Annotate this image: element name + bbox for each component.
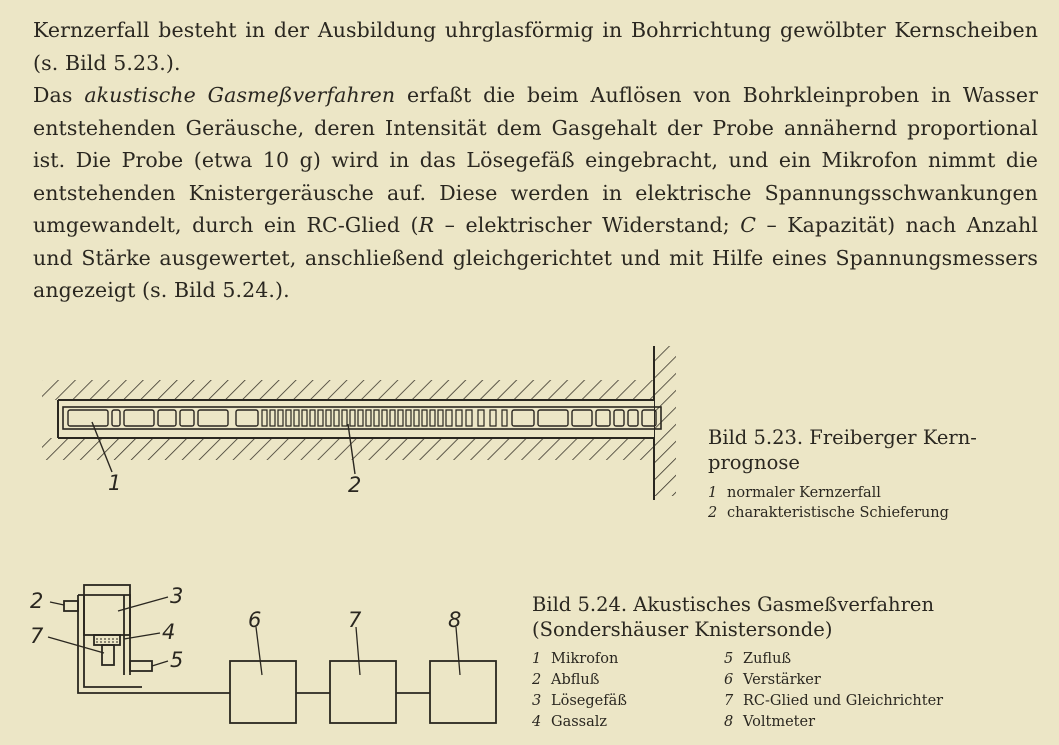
fig524-label-3: 3 [170, 584, 184, 608]
legend-number: 2 [708, 505, 718, 521]
legend-item [532, 670, 724, 691]
p2-mid: – elektrischer Widerstand; [434, 213, 741, 237]
abfluss-tube [64, 601, 78, 611]
legend-item [532, 712, 724, 733]
fig523-label-1: 1 [108, 471, 122, 495]
rock-hatch-top [42, 380, 654, 400]
legend-text: normaler Kernzerfall [727, 485, 881, 501]
fig524-label-7-left: 7 [30, 624, 44, 648]
legend-number: 1 [532, 651, 542, 667]
legend-number: 1 [708, 485, 718, 501]
paragraph-kernzerfall: Kernzerfall besteht in der Ausbildung uhrglasförmig in Bohrrichtung gewölbter Kernscheiben (s. Bild 5.23.). [33, 18, 1038, 75]
box-rc-glied [330, 661, 396, 723]
rock-hatch-face [654, 346, 676, 496]
gassalz-dots [96, 639, 118, 642]
figure-5-23-caption [708, 425, 977, 475]
fig523-label-2: 2 [348, 473, 362, 497]
legend-number: 4 [532, 714, 542, 730]
legend-number: 7 [724, 693, 734, 709]
figure-5-24-drawing [20, 575, 520, 740]
fig524-label-5: 5 [170, 648, 184, 672]
fig524-caption-line1: Bild 5.24. Akustisches Gasmeßverfahren [532, 593, 935, 616]
legend-item [708, 503, 949, 523]
legend-number: 6 [724, 672, 734, 688]
legend-text: Gassalz [551, 714, 608, 730]
term-akustisches-gasmessverfahren: akustische Gasmeßverfahren [84, 83, 396, 107]
p2-end: – Kapazität) nach Anzahl und Stärke ausgewertet, anschließend gleichgerichtet und mit Hilfe eines Spannungsmessers angezeigt (s. Bild 5.24.). [33, 213, 1038, 302]
legend-text: charakteristische Schieferung [727, 505, 949, 521]
legend-item [724, 712, 1004, 733]
mikrofon [102, 645, 114, 665]
legend-item [532, 649, 724, 670]
fig524-label-8: 8 [448, 608, 462, 632]
fig523-caption-line2: prognose [708, 451, 800, 474]
box-verstaerker [230, 661, 296, 723]
outer-vessel [78, 595, 212, 693]
legend-number: 3 [532, 693, 542, 709]
rock-hatch-bottom [42, 438, 654, 460]
paragraph-gasmessverfahren [33, 79, 1038, 307]
legend-text: RC-Glied und Gleichrichter [743, 693, 944, 709]
figure-5-23-legend [708, 483, 949, 523]
legend-number: 8 [724, 714, 734, 730]
box-voltmeter [430, 661, 496, 723]
p2-after: erfaßt die beim Auflösen von Bohrkleinproben in Wasser entstehenden Geräusche, deren Intensität dem Gasgehalt der Probe annähernd proportional ist. Die Probe (etwa 10 g) wird in das Lösegefäß eingebracht, und ein Mikrofon nimmt die entstehenden Knistergeräusche auf. Diese werden in elektrische Spannungsschwankungen umgewandelt, durch ein RC-Glied ( [33, 83, 1038, 237]
gassalz [94, 635, 120, 645]
legend-text: Abfluß [551, 672, 600, 688]
body-text [33, 14, 1038, 307]
legend-text: Zufluß [743, 651, 792, 667]
legend-text: Verstärker [743, 672, 821, 688]
figure-5-24-legend [532, 649, 1004, 733]
legend-text: Mikrofon [551, 651, 619, 667]
legend-item [724, 670, 1004, 691]
figure-5-24-caption [532, 592, 934, 642]
fig523-caption-line1: Bild 5.23. Freiberger Kern- [708, 426, 977, 449]
fig524-label-6: 6 [248, 608, 262, 632]
legend-number: 2 [532, 672, 542, 688]
legend-text: Voltmeter [743, 714, 816, 730]
legend-text: Lösegefäß [551, 693, 627, 709]
fig524-label-7: 7 [348, 608, 362, 632]
legend-item [532, 691, 724, 712]
legend-number: 5 [724, 651, 734, 667]
fig524-label-2: 2 [30, 589, 44, 613]
fig524-label-4: 4 [162, 620, 176, 644]
symbol-c: C [740, 213, 756, 237]
fig524-caption-line2: (Sondershäuser Knistersonde) [532, 618, 833, 641]
figure-5-23-drawing [30, 340, 680, 510]
legend-item [724, 649, 1004, 670]
legend-item [724, 691, 1004, 712]
symbol-r: R [418, 213, 435, 237]
legend-item [708, 483, 949, 503]
p2-before: Das [33, 83, 85, 107]
zufluss-tube [130, 661, 152, 671]
